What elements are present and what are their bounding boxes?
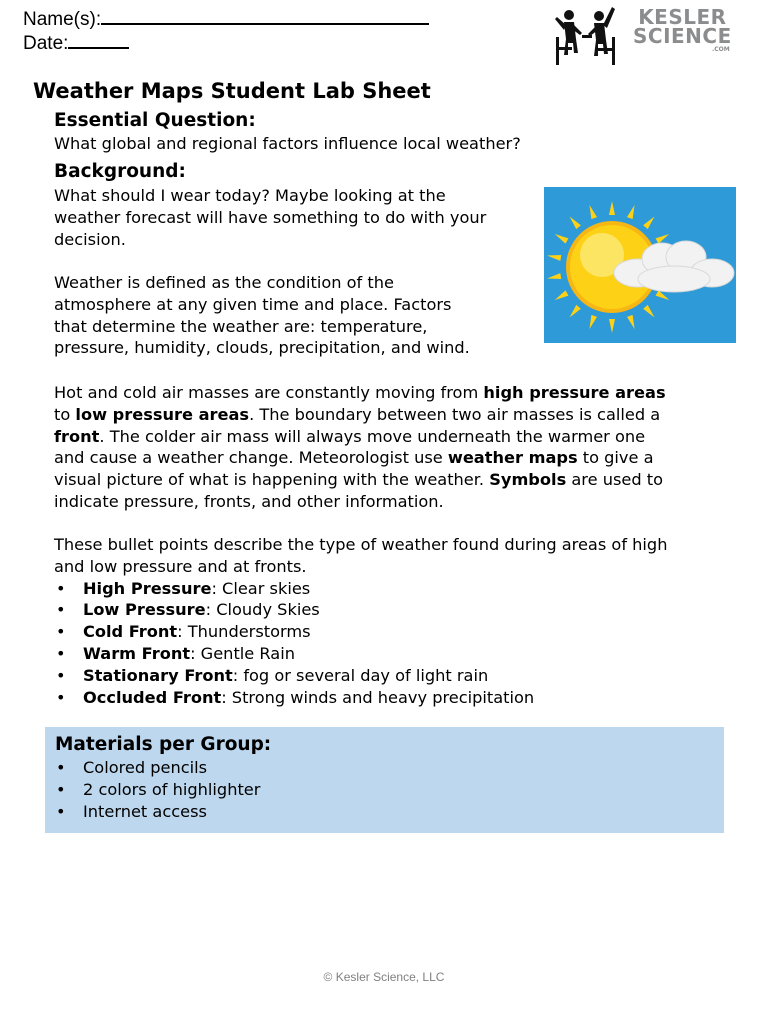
list-item: • 2 colors of highlighter: [54, 779, 260, 801]
background-paragraph-2: [54, 272, 470, 359]
text-span: are used to: [566, 470, 664, 490]
list-item: [54, 665, 667, 687]
students-logo-icon: [552, 3, 624, 69]
footer-copyright: © Kesler Science, LLC: [323, 970, 445, 984]
bold-term: high pressure areas: [483, 383, 666, 402]
date-line: [23, 30, 129, 55]
bold-term: front: [54, 426, 100, 446]
text-line: that determine the weather are: temperature,: [54, 316, 428, 336]
name-blank[interactable]: [101, 6, 429, 25]
text-line: weather forecast will have something to do with your: [54, 207, 487, 227]
list-item: [54, 687, 667, 709]
logo-text-science: SCIENCE: [633, 24, 732, 48]
name-line: [23, 6, 429, 31]
list-item: [54, 621, 667, 643]
bullet-term: Occluded Front: [83, 687, 222, 707]
materials-list: [54, 757, 260, 822]
text-line: [54, 469, 666, 491]
text-span: and cause a weather change. Meteorologist use: [54, 448, 448, 468]
text-span: . The colder air mass will always move underneath the warmer one: [99, 426, 646, 446]
date-blank[interactable]: [68, 30, 129, 49]
text-span: to give a: [577, 448, 654, 468]
background-paragraph-4: [54, 534, 667, 708]
text-line: atmosphere at any given time and place. Factors: [54, 294, 452, 314]
sun-and-cloud-image: [544, 187, 736, 343]
text-line: These bullet points describe the type of weather found during areas of high: [54, 535, 668, 554]
text-line: and low pressure and at fronts.: [54, 556, 307, 576]
bullet-desc: : Cloudy Skies: [205, 600, 320, 620]
bullet-desc: : fog or several day of light rain: [232, 665, 489, 685]
text-span: visual picture of what is happening with the weather.: [54, 470, 490, 490]
bullet-desc: : Strong winds and heavy precipitation: [221, 687, 535, 707]
page-title: Weather Maps Student Lab Sheet: [33, 79, 431, 103]
logo-text-kesler: KESLER: [638, 5, 727, 29]
essential-question-heading: Essential Question:: [54, 110, 256, 131]
text-line: pressure, humidity, clouds, precipitation, and wind.: [54, 338, 470, 358]
text-line: indicate pressure, fronts, and other information.: [54, 491, 444, 511]
materials-heading: Materials per Group:: [55, 734, 272, 755]
text-line: [54, 382, 666, 404]
date-label: Date:: [23, 33, 69, 54]
bullet-desc: : Gentle Rain: [190, 643, 295, 663]
background-heading: Background:: [54, 161, 186, 182]
list-item: • Colored pencils: [54, 757, 260, 779]
text-line: decision.: [54, 229, 126, 249]
text-line: What should I wear today? Maybe looking at the: [54, 186, 446, 205]
bullet-term: Warm Front: [83, 643, 191, 663]
name-label: Name(s):: [23, 9, 102, 30]
bold-term: weather maps: [447, 448, 578, 468]
bullet-term: Cold Front: [83, 622, 178, 642]
kesler-science-logo: [633, 5, 732, 54]
text-line: [54, 426, 666, 448]
list-item: • Internet access: [54, 801, 260, 823]
bullet-term: Low Pressure: [83, 600, 206, 620]
background-paragraph-3: [54, 382, 666, 513]
bold-term: low pressure areas: [75, 404, 250, 424]
background-paragraph-1: [54, 185, 486, 250]
text-line: [54, 447, 666, 469]
bullet-desc: : Thunderstorms: [177, 622, 311, 642]
list-item: [54, 643, 667, 665]
materials-box: [45, 727, 724, 833]
text-line: [54, 404, 666, 426]
text-span: Hot and cold air masses are constantly moving from: [54, 383, 484, 402]
text-span: to: [54, 404, 76, 424]
bullet-term: Stationary Front: [83, 665, 233, 685]
logo-text-dotcom: .COM: [712, 46, 730, 53]
bullet-desc: : Clear skies: [211, 578, 311, 598]
list-item: [54, 599, 667, 621]
text-span: . The boundary between two air masses is called a: [249, 404, 661, 424]
bold-term: Symbols: [489, 470, 567, 490]
bullet-term: High Pressure: [83, 578, 212, 598]
essential-question-text: What global and regional factors influence local weather?: [54, 134, 521, 153]
list-item: [54, 578, 667, 600]
text-line: Weather is defined as the condition of the: [54, 273, 394, 292]
